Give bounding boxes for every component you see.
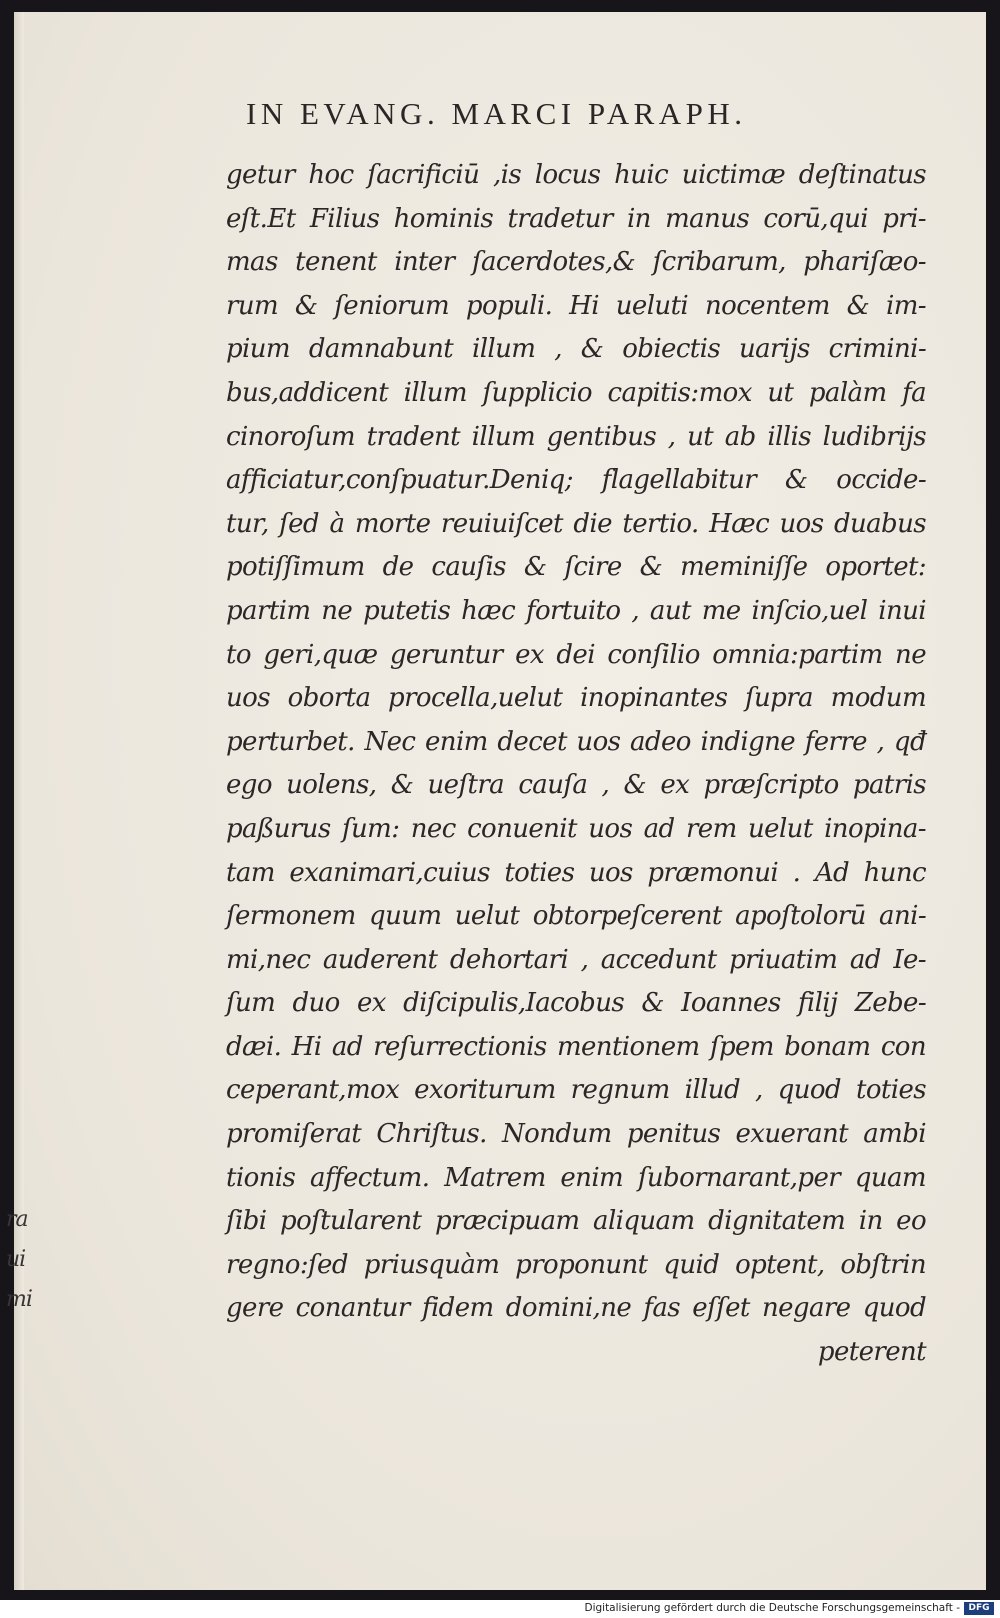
- text-line: mas tenent inter ſacerdotes,& ſcribarum, phariſæo-: [226, 247, 926, 278]
- body-text: [226, 154, 926, 1375]
- text-line: ſum duo ex diſcipulis,Iacobus & Ioannes filij Zebe-: [226, 988, 926, 1019]
- text-line: ego uolens, & ueſtra cauſa , & ex præſcripto patris: [226, 770, 926, 801]
- bleed-fragment: ra: [6, 1207, 28, 1232]
- footer-credit: Digitalisierung gefördert durch die Deutsche Forschungsgemeinschaft -: [584, 1602, 960, 1614]
- text-line: perturbet. Nec enim decet uos adeo indigne ferre , qđ: [226, 726, 926, 757]
- text-line: dæi. Hi ad reſurrectionis mentionem ſpem bonam con: [226, 1031, 926, 1062]
- text-line: ceperant,mox exoriturum regnum illud , quod toties: [226, 1075, 926, 1106]
- page-gutter-edge: [14, 12, 24, 1590]
- text-line: afficiatur,conſpuatur.Deniq; flagellabitur & occide-: [226, 465, 926, 496]
- text-line: getur hoc ſacrificiū ,is locus huic uictimæ deſtinatus: [226, 160, 926, 190]
- text-line: tionis affectum. Matrem enim ſubornarant,per quam: [226, 1162, 926, 1193]
- text-line: promiſerat Chriſtus. Nondum penitus exuerant ambi: [226, 1119, 926, 1150]
- text-line: potiſſimum de cauſis & ſcire & meminiſſe oportet:: [226, 552, 926, 583]
- text-line: ſibi poſtularent præcipuam aliquam dignitatem in eo: [226, 1206, 926, 1237]
- text-line: tur, ſed à morte reuiuiſcet die tertio. Hæc uos duabus: [226, 508, 926, 539]
- bleed-fragment: mi: [6, 1287, 32, 1312]
- text-line: gere conantur fidem domini,ne fas eſſet negare quod: [226, 1293, 926, 1324]
- text-line: eſt.Et Filius hominis tradetur in manus corū,qui pri-: [226, 203, 926, 234]
- text-line: paßurus ſum: nec conuenit uos ad rem uelut inopina-: [226, 813, 926, 844]
- running-head: IN EVANG. MARCI PARAPH.: [246, 96, 747, 131]
- text-line: partim ne putetis hæc fortuito , aut me inſcio,uel inui: [226, 595, 926, 626]
- text-line: pium damnabunt illum , & obiectis uarijs crimini-: [226, 334, 926, 365]
- text-line: to geri,quæ geruntur ex dei conſilio omnia:partim ne: [226, 639, 926, 670]
- catchword-line: peterent: [817, 1337, 926, 1368]
- text-line: regno:ſed priusquàm proponunt quid optent, obſtrin: [226, 1249, 926, 1280]
- text-line: bus,addicent illum ſupplicio capitis:mox ut palàm fa: [226, 377, 926, 408]
- facing-page-bleed: [6, 1200, 40, 1320]
- bleed-fragment: ui: [6, 1247, 26, 1272]
- text-line: tam exanimari,cuius toties uos præmonui . Ad hunc: [226, 857, 926, 888]
- digitization-footer: [0, 1600, 1000, 1618]
- dfg-logo: DFG: [964, 1602, 994, 1615]
- text-line: rum & ſeniorum populi. Hi ueluti nocentem & im-: [226, 290, 926, 321]
- text-line: ſermonem quum uelut obtorpeſcerent apoſtolorū ani-: [226, 901, 926, 932]
- text-line: cinoroſum tradent illum gentibus , ut ab illis ludibrijs: [226, 421, 926, 452]
- text-line: mi,nec auderent dehortari , accedunt priuatim ad Ie-: [226, 944, 926, 975]
- text-line: uos oborta procella,uelut inopinantes ſupra modum: [226, 683, 926, 714]
